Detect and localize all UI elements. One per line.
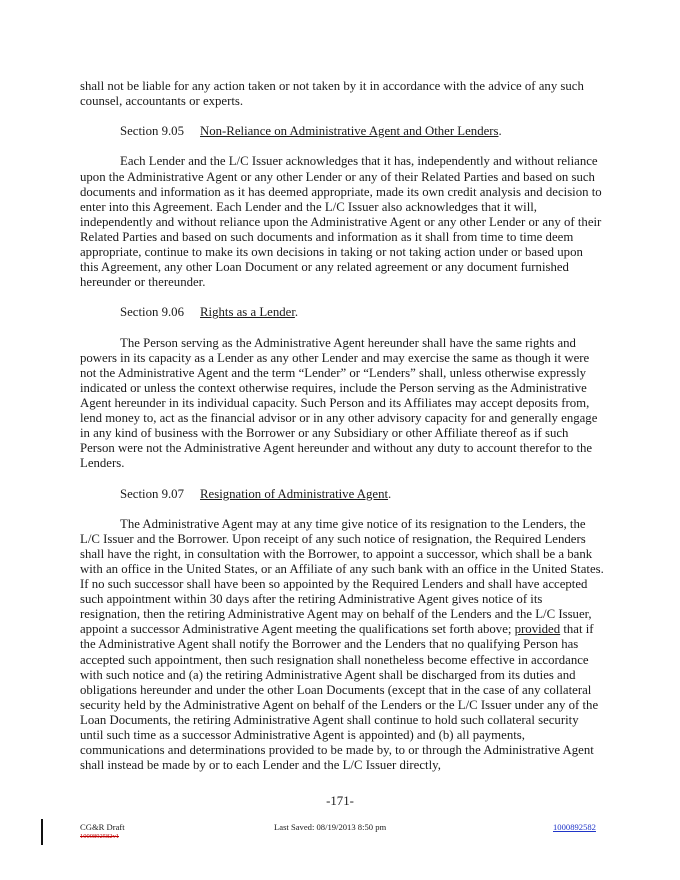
section-number: Section 9.06	[120, 305, 184, 320]
section-9-05-body: Each Lender and the L/C Issuer acknowledges that it has, independently and without reliance upon the Administrative Agent or any other Lender or any of their Related Parties and based on such documents and information as it has deemed appropriate, made its own credit analysis and decision to enter into this Agreement. Each Lender and the L/C Issuer also acknowledges that it will, independently and without reliance upon the Administrative Agent or any other Lender or any of their Related Parties and based on such documents and information as it shall from time to time deem appropriate, continue to make its own decisions in taking or not taking action under or based upon this Agreement, any other Loan Document or any related agreement or any document furnished hereunder or thereunder.	[80, 154, 602, 290]
provided-term: provided	[514, 622, 561, 637]
section-9-07-text-a: The Administrative Agent may at any time give notice of its resignation to the Lenders, the L/C Issuer and the Borrower. Upon receipt of any such notice of resignation, the Required Lenders shall have the right, in consultation with the Borrower, to appoint a successor, which shall be a bank with an office in the United States, or an Affiliate of any such bank with an office in the United States. If no such successor shall have been so appointed by the Required Lenders and shall have accepted such appointment within 30 days after the retiring Administrative Agent gives notice of its resignation, then the retiring Administrative Agent may on behalf of the Lenders and the L/C Issuer, appoint a successor Administrative Agent meeting the qualifications set forth above;	[80, 516, 604, 637]
document-id-link[interactable]: 1000892582	[553, 822, 596, 832]
section-number: Section 9.07	[120, 486, 184, 501]
continuation-paragraph: shall not be liable for any action taken or not taken by it in accordance with the advice of any such counsel, accountants or experts.	[80, 79, 584, 109]
section-title: Non-Reliance on Administrative Agent and Other Lenders	[200, 124, 499, 139]
section-title: Resignation of Administrative Agent	[200, 486, 389, 501]
change-bar	[41, 819, 43, 845]
page-number: -171-	[326, 794, 354, 808]
section-9-07-text-b: that if the Administrative Agent shall notify the Borrower and the Lenders that no qualifying Person has accepted such appointment, then such resignation shall nonetheless become effective in accordance with such notice and (a) the retiring Administrative Agent shall be discharged from its duties and obligations hereunder and under the other Loan Documents (except that in the case of any collateral security held by the Administrative Agent on behalf of the Lenders or the L/C Issuer under any of the Loan Documents, the retiring Administrative Agent shall continue to hold such collateral security until such time as a successor Administrative Agent is appointed) and (b) all payments, communications and determinations provided to be made by, to or through the Administrative Agent shall instead be made by or to each Lender and the L/C Issuer directly,	[80, 622, 599, 773]
section-number: Section 9.05	[120, 124, 184, 139]
section-heading-9-06: Section 9.06 Rights as a Lender.	[120, 305, 299, 320]
section-title: Rights as a Lender	[200, 305, 295, 320]
document-body	[80, 79, 604, 773]
struck-doc-id: 1000892582v1	[80, 833, 119, 840]
section-heading-9-05: Section 9.05 Non-Reliance on Administrative Agent and Other Lenders.	[120, 124, 502, 139]
draft-label: CG&R Draft	[80, 822, 125, 832]
last-saved-stamp: Last Saved: 08/19/2013 8:50 pm	[274, 822, 387, 832]
section-9-07-body	[80, 517, 604, 774]
footer-left	[80, 822, 125, 840]
section-heading-9-07: Section 9.07 Resignation of Administrative Agent.	[120, 486, 392, 501]
section-9-06-body: The Person serving as the Administrative Agent hereunder shall have the same rights and powers in its capacity as a Lender as any other Lender and may exercise the same as though it were not the Administrative Agent and the term “Lender” or “Lenders” shall, unless otherwise expressly indicated or unless the context otherwise requires, include the Person serving as the Administrative Agent hereunder in its individual capacity. Such Person and its Affiliates may accept deposits from, lend money to, act as the financial advisor or in any other advisory capacity for and generally engage in any kind of business with the Borrower or any Subsidiary or other Affiliate thereof as if such Person were not the Administrative Agent hereunder and without any duty to account therefor to the Lenders.	[80, 335, 598, 471]
